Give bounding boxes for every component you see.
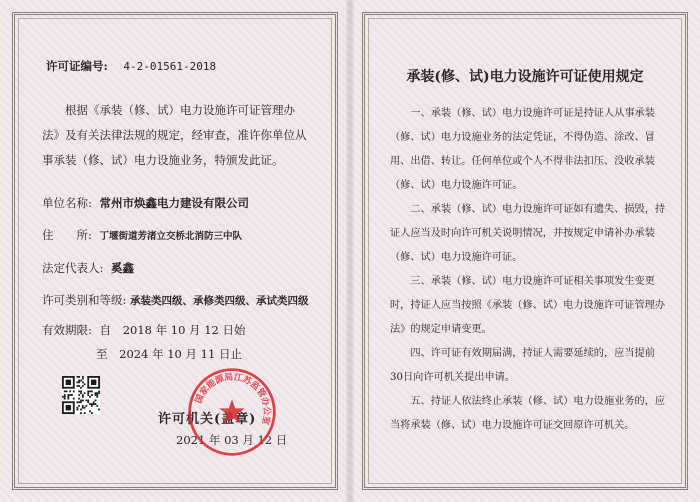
- rule-4: 四、许可证有效期届满，持证人需要延续的，应当提前30日向许可机关提出申请。: [390, 348, 655, 383]
- rule-1: 一、承装（修、试）电力设施许可证是持证人从事承装（修、试）电力设施业务的法定凭证，不得伪造、涂改、冒用、出借、转让。任何单位或个人不得非法扣压、没收承装（修、试）电力设施许可证。: [390, 108, 655, 191]
- validity-label: 有效期限:: [42, 323, 92, 337]
- license-number-row: [46, 58, 216, 74]
- unit-name-label: 单位名称:: [42, 196, 92, 210]
- page-fold: [346, 0, 354, 502]
- validity-to-row: [96, 346, 242, 362]
- rule-2: 二、承装（修、试）电力设施许可证如有遗失、损毁，持证人应当及时向许可机关说明情况，并按规定申请补办承装（修、试）电力设施许可证。: [390, 204, 666, 263]
- validity-to-date: 2024 年 10 月 11 日止: [119, 347, 242, 361]
- license-number-label: 许可证编号:: [46, 59, 108, 73]
- category-value: 承装类四级、承修类四级、承试类四级: [130, 295, 309, 307]
- unit-name-row: [42, 195, 249, 211]
- seal-text: 国家能源局江苏监管办公室: [194, 372, 272, 426]
- validity-row: [42, 322, 246, 338]
- category-label: 许可类别和等级:: [42, 293, 127, 307]
- category-row: [42, 292, 309, 308]
- rule-5: 五、持证人依法终止承装（修、试）电力设施业务的，应当将承装（修、试）电力设施许可证交回原许可机关。: [390, 396, 666, 431]
- address-value: 丁堰街道芳渚立交桥北消防三中队: [99, 231, 243, 242]
- unit-name-value: 常州市焕鑫电力建设有限公司: [99, 196, 250, 210]
- legal-rep-row: [42, 260, 134, 276]
- rules-title: 承装(修、试)电力设施许可证使用规定: [406, 69, 644, 85]
- official-seal-icon: [186, 366, 278, 458]
- validity-to-prefix: 至: [96, 347, 108, 361]
- rule-3: 三、承装（修、试）电力设施许可证相关事项发生变更时，持证人应当按照《承装（修、试）电力设施许可证管理办法》的规定申请变更。: [390, 276, 666, 335]
- qr-code-icon: [62, 376, 100, 414]
- validity-from-date: 2018 年 10 月 12 日始: [122, 323, 246, 337]
- issue-date: 2021 年 03 月 12 日: [176, 433, 288, 447]
- issuer-label: 许可机关(盖章): [158, 412, 257, 427]
- validity-from-prefix: 自: [99, 323, 112, 337]
- license-number-value: 4-2-01561-2018: [123, 60, 217, 73]
- address-row: [42, 227, 242, 243]
- rules-page: [350, 0, 700, 502]
- legal-rep-label: 法定代表人:: [42, 261, 104, 275]
- license-intro: 根据《承装（修、试）电力设施许可证管理办法》及有关法律法规的规定，经审查，准许你单位从事承装（修、试）电力设施业务，特颁发此证。: [42, 103, 307, 167]
- address-label: 住 所:: [42, 228, 92, 242]
- legal-rep-value: 奚鑫: [111, 261, 135, 275]
